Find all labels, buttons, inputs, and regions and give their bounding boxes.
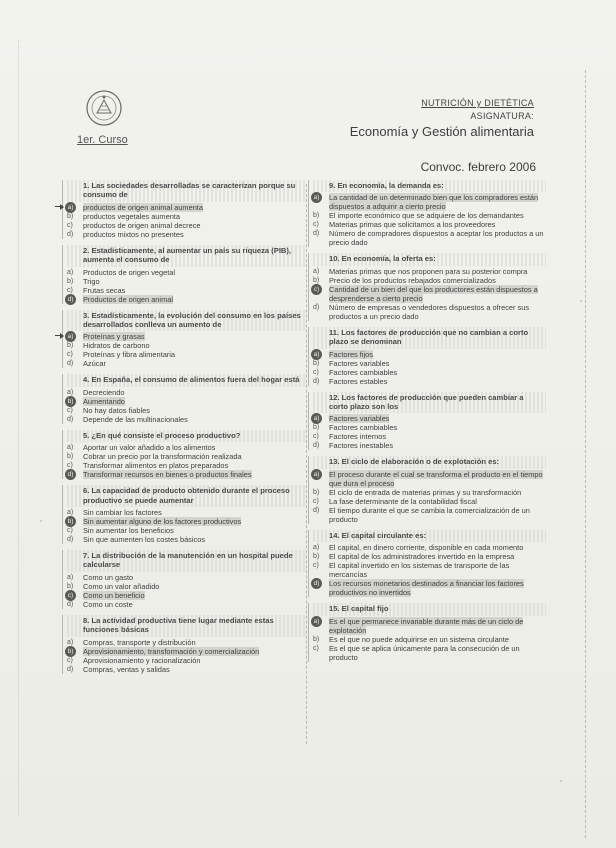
option-text: Factores cambiables [329,367,398,377]
answer-option [313,441,546,450]
question-block [308,530,546,597]
question-title: 11. Los factores de producción que no cambian a corto plazo se denominan [313,327,546,349]
answer-option-marked [313,470,546,488]
scan-edge-left [18,40,19,818]
answer-option [67,277,306,286]
question-title: 3. Estadísticamente, la evolución del consumo en los países desarrollados conlleva un aumento de [67,310,306,332]
option-text: Factores internos [329,432,387,442]
answer-option [313,220,546,229]
option-text: Decreciendo [83,387,125,397]
option-text: Factores variables [329,414,390,424]
option-text: El capital de los administradores invertido en la empresa [329,552,515,562]
question-title: 12. Los factores de producción que pueden cambiar a corto plazo son los [313,392,546,414]
answer-option-marked [67,203,306,212]
answer-option [67,406,306,415]
option-letter: d) [65,294,76,305]
option-letter: b) [67,277,74,285]
option-text: Depende de las multinacionales [83,414,188,424]
option-text: productos mixtos no presentes [83,229,184,239]
answer-option [67,268,306,277]
question-title: 15. El capital fijo [313,603,546,615]
option-letter: a) [67,573,74,581]
answer-option [67,582,306,591]
option-text: Aportar un valor añadido a los alimentos [83,443,216,453]
option-text: Materias primas que solicitamos a los proveedores [329,220,496,230]
questions-left-column [62,180,306,680]
answer-option [67,212,306,221]
option-letter: a) [67,444,74,452]
answer-option [67,508,306,517]
option-letter: c) [313,562,319,570]
answer-option [67,221,306,230]
option-text: Aprovisionamiento, transformación y comercialización [83,646,260,656]
answer-option [67,388,306,397]
option-letter: a) [67,638,74,646]
option-text: Factores fijos [329,349,373,359]
answer-option [67,350,306,359]
option-text: Aprovisionamiento y racionalización [83,655,201,665]
answer-option-marked [313,193,546,211]
answer-option [67,359,306,368]
option-letter: d) [313,230,320,238]
option-letter: a) [67,509,74,517]
degree-line: NUTRICIÓN y DIETÉTICA [421,98,534,108]
option-letter: a) [311,413,322,424]
answer-option-marked [67,470,306,479]
option-letter: c) [311,284,322,295]
answer-option [313,497,546,506]
option-text: Factores variables [329,358,390,368]
answer-option-marked [67,517,306,526]
option-text: El proceso durante el cual se transforma el producto en el tiempo que dura el proceso [329,469,543,488]
option-letter: a) [311,349,322,360]
question-title: 14. El capital circulante es: [313,530,546,542]
answer-option [67,526,306,535]
subject-label: ASIGNATURA: [470,111,534,121]
option-letter: c) [313,497,319,505]
option-letter: b) [313,359,320,367]
answer-option-marked [67,397,306,406]
answer-option-marked [313,617,546,635]
question-block [62,430,306,479]
option-letter: c) [313,644,319,652]
answer-option [67,443,306,452]
option-letter: b) [65,516,76,527]
option-letter: b) [313,276,320,284]
question-block [308,392,546,451]
option-text: La cantidad de un determinado bien que los compradores están dispuestos a adquirir a cierto precio [329,193,539,212]
answer-option [313,644,546,662]
question-block [62,615,306,674]
option-text: Azúcar [83,359,107,369]
option-text: Transformar alimentos en platos preparados [83,461,229,471]
column-divider [306,184,307,744]
answer-option-marked [67,332,306,341]
option-text: Número de compradores dispuestos a aceptar los productos a un precio dado [329,229,544,248]
answer-option [67,286,306,295]
question-block [308,253,546,320]
option-letter: b) [313,424,320,432]
scan-speck [580,300,582,302]
option-letter: a) [65,202,76,213]
answer-option [313,561,546,579]
answer-option [313,359,546,368]
option-text: Factores inestables [329,441,394,451]
question-block [62,485,306,544]
answer-option-marked [67,295,306,304]
answer-option [313,635,546,644]
option-letter: a) [313,544,320,552]
option-letter: b) [65,646,76,657]
option-text: Como un gasto [83,572,134,582]
answer-option-marked [67,591,306,600]
option-letter: d) [67,665,74,673]
option-letter: c) [65,590,76,601]
option-text: El tiempo durante el que se cambia la comercialización de un producto [329,505,530,524]
answer-option-marked [67,647,306,656]
answer-option [67,461,306,470]
option-text: El capital, en dinero corriente, disponible en cada momento [329,543,524,553]
option-letter: d) [67,360,74,368]
question-block [62,245,306,304]
answer-option [67,415,306,424]
answer-option [313,229,546,247]
answer-option-marked [313,414,546,423]
question-block [62,550,306,609]
question-title: 2. Estadísticamente, al aumentar un país su riqueza (PIB), aumenta el consumo de [67,245,306,267]
option-text: Compras, transporte y distribución [83,637,196,647]
exam-header [350,98,534,139]
option-text: Sin aumentar alguno de los factores productivos [83,517,242,527]
option-text: Número de empresas o vendedores dispuestos a ofrecer sus productos a un precio dado [329,302,530,321]
answer-option [313,276,546,285]
question-title: 6. La capacidad de producto obtenido durante el proceso productivo se puede aumentar [67,485,306,507]
option-text: Los recursos monetarios destinados a financiar los factores productivos no invertidos [329,579,524,598]
option-text: Materias primas que nos proponen para su posterior compra [329,266,528,276]
scan-speck [560,780,562,782]
option-letter: a) [311,616,322,627]
option-letter: b) [67,342,74,350]
answer-option-marked [313,579,546,597]
answer-option [67,600,306,609]
option-text: Proteínas y fibra alimentaria [83,350,176,360]
option-text: Sin cambiar los factores [83,508,162,518]
question-title: 1. Las sociedades desarrolladas se caracterizan porque su consumo de [67,180,306,202]
option-text: Como un valor añadido [83,581,160,591]
option-letter: d) [311,578,322,589]
question-block [308,603,546,661]
handwritten-arrow-icon [55,333,65,339]
question-title: 10. En economía, la oferta es: [313,253,546,265]
option-letter: d) [67,600,74,608]
option-text: Trigo [83,276,100,286]
question-title: 5. ¿En qué consiste el proceso productivo? [67,430,306,442]
option-letter: d) [313,377,320,385]
option-text: Factores cambiables [329,423,398,433]
option-letter: b) [65,396,76,407]
question-block [308,180,546,247]
option-letter: c) [67,462,73,470]
option-letter: c) [313,368,319,376]
answer-option [67,452,306,461]
answer-option [313,506,546,524]
option-letter: c) [313,433,319,441]
option-text: Sin aumentar los beneficios [83,526,174,536]
scan-edge-right [585,70,586,838]
option-letter: d) [313,303,320,311]
option-letter: b) [313,553,320,561]
option-letter: b) [313,635,320,643]
answer-option [67,341,306,350]
option-letter: a) [65,331,76,342]
option-text: Precio de los productos rebajados comercializados [329,275,496,285]
option-letter: d) [67,415,74,423]
questions-right-column [308,180,546,668]
option-letter: a) [311,469,322,480]
option-letter: c) [67,221,73,229]
scan-speck [40,520,42,522]
question-block [62,374,306,423]
option-letter: d) [67,230,74,238]
option-text: productos vegetales aumenta [83,211,180,221]
option-text: La fase determinante de la contabilidad fiscal [329,496,477,506]
option-text: Hidratos de carbono [83,341,150,351]
option-text: El ciclo de entrada de materias primas y su transformación [329,487,522,497]
option-text: Es el que permanece invariable durante más de un ciclo de explotación [329,616,524,635]
option-letter: d) [65,469,76,480]
option-text: No hay datos fiables [83,405,150,415]
option-text: Productos de origen animal [83,294,173,304]
answer-option [67,230,306,239]
answer-option [67,535,306,544]
convocatoria-date: Convoc. febrero 2006 [420,160,536,174]
option-text: Factores estables [329,376,388,386]
subject-name: Economía y Gestión alimentaria [349,124,534,139]
option-text: Es el que se aplica únicamente para la consecución de un producto [329,643,520,662]
option-text: Compras, ventas y salidas [83,664,170,674]
option-letter: a) [311,192,322,203]
option-letter: c) [67,656,73,664]
option-letter: c) [67,286,73,294]
option-text: El importe económico que se adquiere de los demandantes [329,211,524,221]
option-letter: c) [67,406,73,414]
question-block [308,456,546,523]
question-title: 8. La actividad productiva tiene lugar mediante estas funciones básicas [67,615,306,637]
question-block [62,310,306,369]
course-label: 1er. Curso [77,134,128,146]
option-text: Es el que no puede adquirirse en un sistema circulante [329,634,509,644]
option-text: Como un coste [83,599,133,609]
answer-option [313,368,546,377]
option-text: productos de origen animal aumenta [83,202,203,212]
option-letter: b) [67,582,74,590]
answer-option [313,377,546,386]
answer-option [313,552,546,561]
answer-option [313,423,546,432]
option-letter: c) [67,351,73,359]
answer-option [67,665,306,674]
question-title: 13. El ciclo de elaboración o de explotación es: [313,456,546,468]
option-letter: d) [313,442,320,450]
answer-option-marked [313,285,546,303]
option-letter: c) [313,221,319,229]
option-letter: b) [67,453,74,461]
option-text: Productos de origen vegetal [83,267,176,277]
option-letter: c) [67,527,73,535]
option-text: Cobrar un precio por la transformación realizada [83,452,242,462]
question-block [308,327,546,386]
option-text: El capital invertido en los sistemas de transporte de las mercancías [329,561,510,580]
option-text: Aumentando [83,396,125,406]
option-letter: b) [67,212,74,220]
answer-option [313,488,546,497]
option-text: Sin que aumenten los costes básicos [83,535,206,545]
option-text: Transformar recursos en bienes o productos finales [83,470,252,480]
answer-option-marked [313,350,546,359]
question-title: 9. En economía, la demanda es: [313,180,546,192]
question-title: 7. La distribución de la manutención en un hospital puede calcularse [67,550,306,572]
answer-option [313,543,546,552]
answer-option [313,303,546,321]
option-letter: b) [313,488,320,496]
answer-option [67,573,306,582]
option-text: productos de origen animal decrece [83,220,201,230]
question-title: 4. En España, el consumo de alimentos fuera del hogar está [67,374,306,386]
answer-option [313,267,546,276]
university-seal-icon [84,88,124,128]
question-block [62,180,306,239]
option-text: Proteínas y grasas [83,332,145,342]
option-letter: d) [313,506,320,514]
option-text: Frutas secas [83,285,126,295]
handwritten-arrow-icon [55,204,65,210]
answer-option [313,211,546,220]
answer-option [67,638,306,647]
option-text: Como un beneficio [83,590,145,600]
option-letter: a) [313,267,320,275]
answer-option [313,432,546,441]
answer-option [67,656,306,665]
option-letter: d) [67,536,74,544]
option-letter: a) [67,388,74,396]
option-letter: a) [67,268,74,276]
option-letter: b) [313,212,320,220]
option-text: Cantidad de un bien del que los productores están dispuestos a desprenderse a cierto precio [329,284,538,303]
